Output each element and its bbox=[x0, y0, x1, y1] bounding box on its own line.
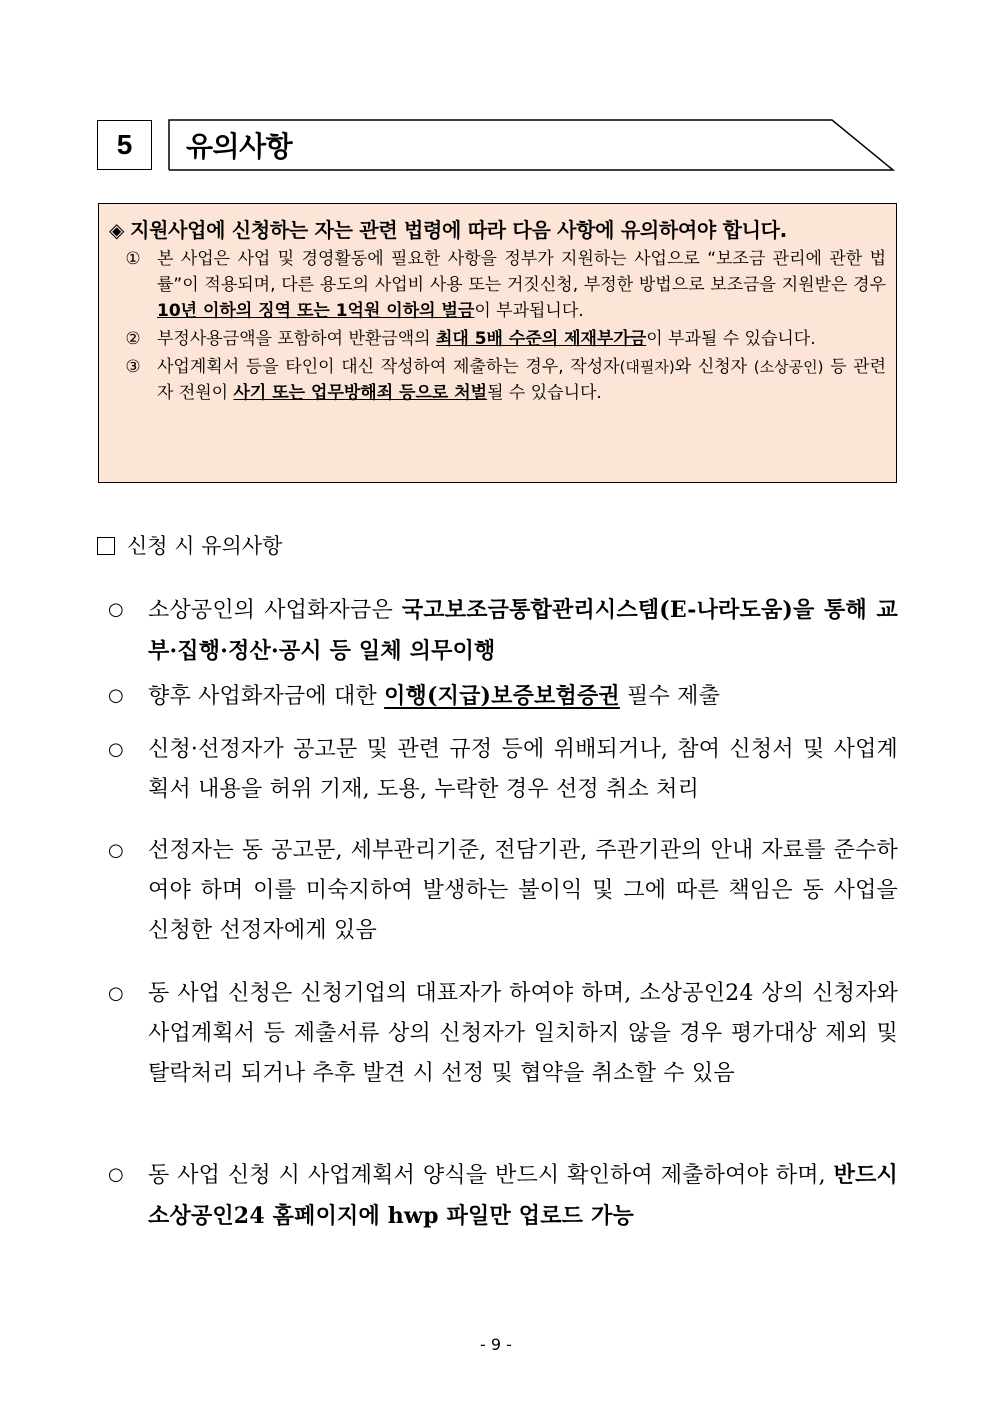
notice-text: 사업계획서 등을 타인이 대신 작성하여 제출하는 경우, 작성자 bbox=[157, 357, 620, 377]
notice-emphasis: 10년 이하의 징역 또는 1억원 이하의 벌금 bbox=[157, 301, 475, 321]
bullet-item bbox=[108, 831, 898, 951]
circle-bullet-icon: ○ bbox=[108, 840, 124, 861]
sub-heading-text: 신청 시 유의사항 bbox=[127, 534, 283, 558]
sub-heading bbox=[97, 530, 282, 562]
bullet-text: 신청·선정자가 공고문 및 관련 규정 등에 위배되거나, 참여 신청서 및 사업계획서 내용을 허위 기재, 도용, 누락한 경우 선정 취소 처리 bbox=[148, 737, 898, 802]
circled-number: ① bbox=[125, 249, 141, 269]
notice-item bbox=[109, 326, 886, 352]
circle-bullet-icon: ○ bbox=[108, 685, 124, 706]
bullet-item bbox=[108, 974, 898, 1094]
bullet-text: 필수 제출 bbox=[619, 684, 721, 709]
circle-bullet-icon: ○ bbox=[108, 599, 124, 620]
circle-bullet-icon: ○ bbox=[108, 739, 124, 760]
notice-heading-text: 지원사업에 신청하는 자는 관련 법령에 따라 다음 사항에 유의하여야 합니다. bbox=[130, 218, 787, 242]
bullet-text: 선정자는 동 공고문, 세부관리기준, 전담기관, 주관기관의 안내 자료를 준수하여야 하며 이를 미숙지하여 발생하는 불이익 및 그에 따른 책임은 동 사업을 신청한 선정자에게 있음 bbox=[148, 838, 898, 943]
section-number: 5 bbox=[116, 129, 133, 160]
section-number-box bbox=[97, 120, 152, 170]
notice-emphasis: 사기 또는 업무방해죄 등으로 처벌 bbox=[233, 383, 488, 403]
notice-text: 이 부과됩니다. bbox=[474, 301, 584, 321]
circled-number: ② bbox=[125, 329, 141, 349]
bullet-text: 소상공인의 사업화자금은 bbox=[148, 598, 402, 623]
diamond-icon: ◈ bbox=[109, 218, 125, 242]
notice-text: 부정사용금액을 포함하여 반환금액의 bbox=[157, 329, 436, 349]
section-title-box bbox=[168, 119, 895, 171]
notice-text-small: (소상공인) bbox=[753, 358, 824, 376]
notice-item bbox=[109, 246, 886, 324]
bullet-item bbox=[108, 730, 898, 810]
notice-text: 될 수 있습니다. bbox=[487, 383, 602, 403]
notice-box bbox=[98, 203, 897, 483]
circle-bullet-icon: ○ bbox=[108, 983, 124, 1004]
bullet-item bbox=[108, 590, 898, 672]
checkbox-square-icon bbox=[97, 537, 115, 555]
notice-text: 이 부과될 수 있습니다. bbox=[646, 329, 816, 349]
notice-text: 등 관련자 전원이 bbox=[157, 357, 887, 403]
bullet-emphasis: 국고보조금통합관리시스템(E-나라도움)을 통해 교부·집행·정산·공시 등 일체 의무이행 bbox=[148, 597, 899, 664]
bullet-item bbox=[108, 676, 898, 717]
bullet-item bbox=[108, 1155, 898, 1237]
bullet-emphasis: 반드시 소상공인24 홈페이지에 hwp 파일만 업로드 가능 bbox=[148, 1162, 898, 1229]
notice-text: 와 신청자 bbox=[674, 357, 754, 377]
notice-emphasis: 최대 5배 수준의 제재부가금 bbox=[435, 329, 647, 349]
notice-heading bbox=[109, 216, 886, 244]
section-title: 유의사항 bbox=[186, 130, 293, 163]
circle-bullet-icon: ○ bbox=[108, 1164, 124, 1185]
circled-number: ③ bbox=[125, 357, 141, 377]
notice-text: 본 사업은 사업 및 경영활동에 필요한 사항을 정부가 지원하는 사업으로 “보조금 관리에 관한 법률”이 적용되며, 다른 용도의 사업비 사용 또는 거짓신청, 부정한 방법으로 보조금을 지원받은 경우 bbox=[157, 249, 886, 295]
bullet-text: 동 사업 신청은 신청기업의 대표자가 하여야 하며, 소상공인24 상의 신청자와 사업계획서 등 제출서류 상의 신청자가 일치하지 않을 경우 평가대상 제외 및 탈락처리 되거나 추후 발견 시 선정 및 협약을 취소할 수 있음 bbox=[148, 981, 898, 1086]
notice-text-small: (대필자) bbox=[619, 358, 675, 376]
bullet-text: 향후 사업화자금에 대한 bbox=[148, 684, 385, 709]
notice-item bbox=[109, 354, 886, 406]
page-number: - 9 - bbox=[480, 1335, 512, 1354]
bullet-emphasis: 이행(지급)보증보험증권 bbox=[384, 683, 620, 709]
bullet-text: 동 사업 신청 시 사업계획서 양식을 반드시 확인하여 제출하여야 하며, bbox=[148, 1163, 834, 1188]
